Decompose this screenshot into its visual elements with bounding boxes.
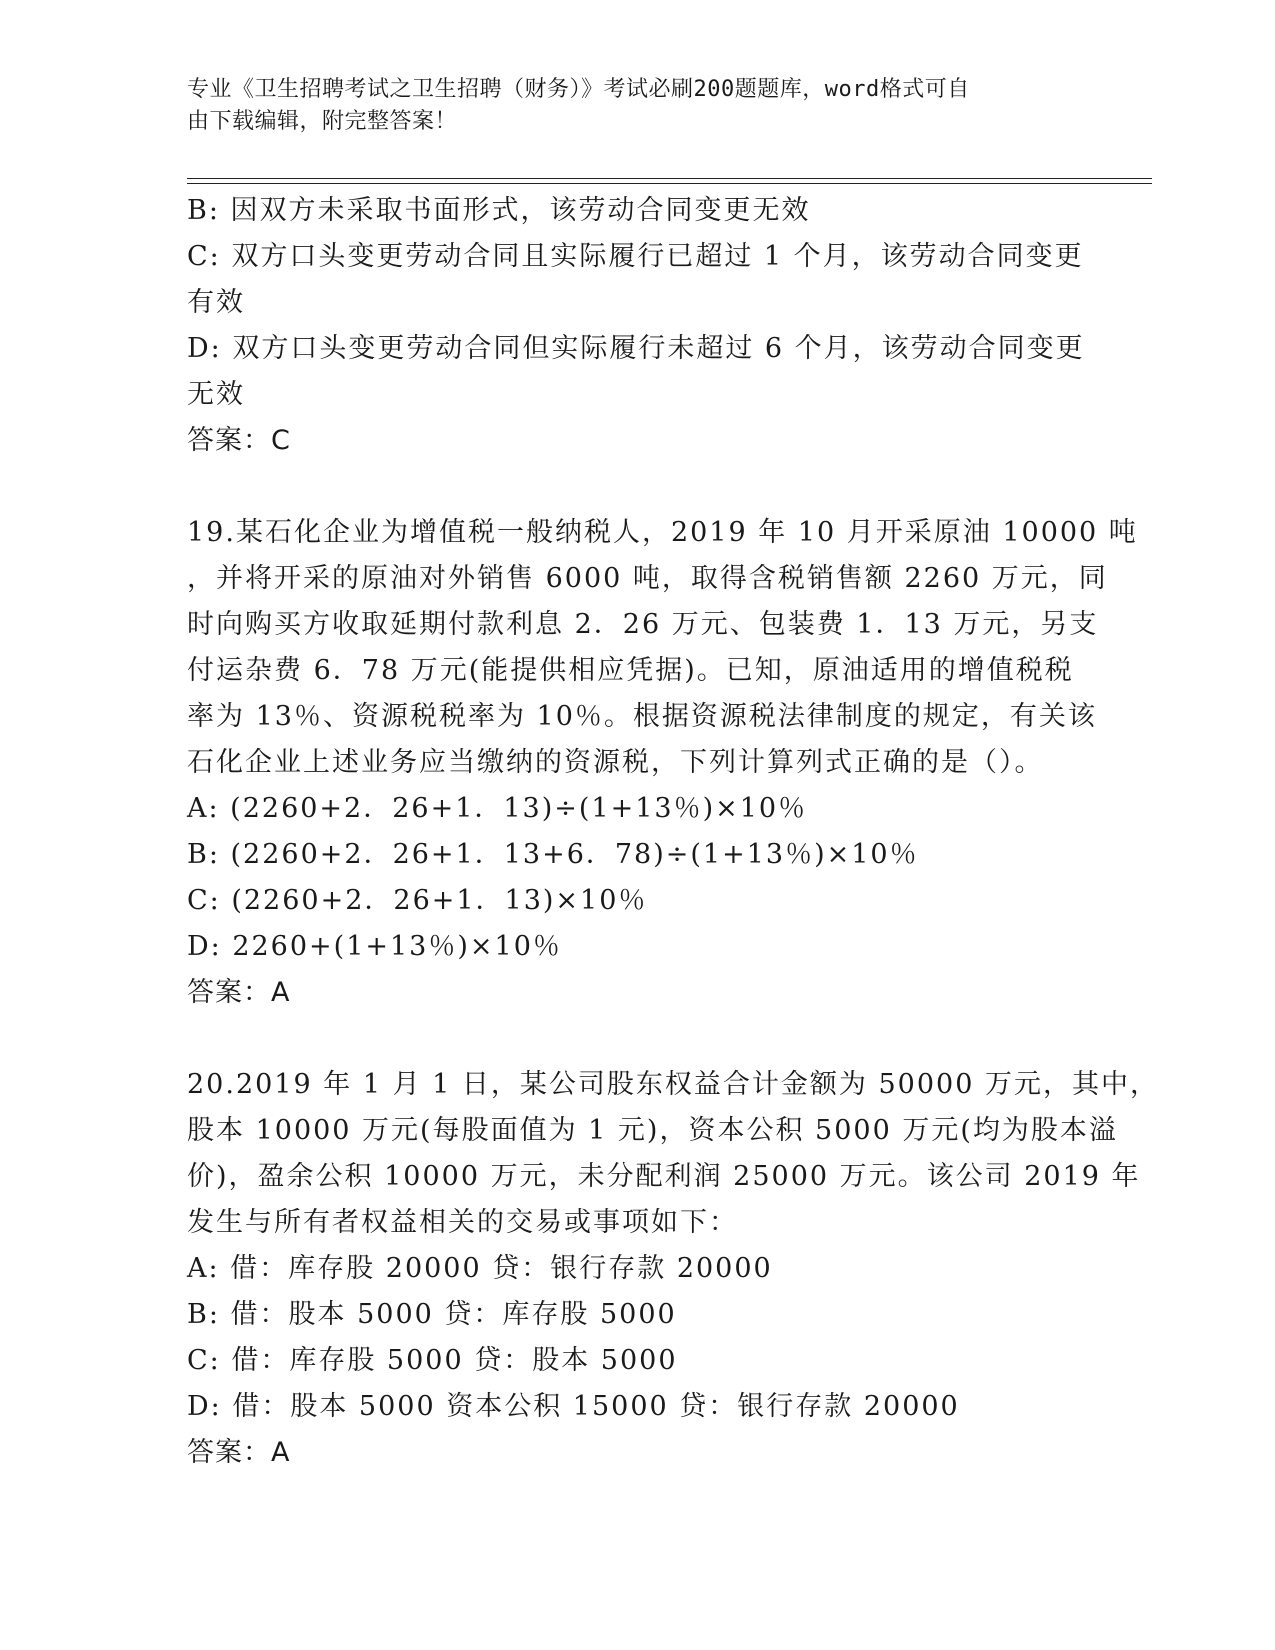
header-line-2: 由下载编辑，附完整答案！ [187, 109, 458, 134]
q18-option-d-line-1: D: 双方口头变更劳动合同但实际履行未超过 6 个月，该劳动合同变更 [187, 333, 1085, 364]
q18-option-d-line-2: 无效 [187, 379, 245, 410]
q18-option-c-line-2: 有效 [187, 287, 245, 318]
q19-option-a: A: (2260+2．26+1．13)÷(1+13％)×10％ [187, 793, 808, 824]
q19-stem-line-1: 19.某石化企业为增值税一般纳税人，2019 年 10 月开采原油 10000 吨 [187, 517, 1138, 548]
q20-option-b: B: 借：股本 5000 贷：库存股 5000 [187, 1299, 677, 1330]
q19-answer: 答案：A [187, 977, 291, 1008]
page-header [187, 74, 1067, 138]
header-line-1: 专业《卫生招聘考试之卫生招聘（财务）》考试必刷200题题库，word格式可自 [187, 77, 970, 102]
q20-stem-line-4: 发生与所有者权益相关的交易或事项如下： [187, 1207, 738, 1238]
q19-option-d: D: 2260+(1+13％)×10％ [187, 931, 562, 962]
q19-stem-line-6: 石化企业上述业务应当缴纳的资源税，下列计算列式正确的是（）。 [187, 747, 1044, 778]
q19-stem-line-3: 时向购买方收取延期付款利息 2．26 万元、包装费 1．13 万元，另支 [187, 609, 1099, 640]
question-18 [187, 188, 1087, 464]
q20-stem-line-2: 股本 10000 万元(每股面值为 1 元)，资本公积 5000 万元(均为股本溢 [187, 1115, 1118, 1146]
q19-option-b: B: (2260+2．26+1．13+6．78)÷(1+13％)×10％ [187, 839, 919, 870]
q20-answer: 答案：A [187, 1437, 291, 1468]
q20-stem-line-1: 20.2019 年 1 月 1 日，某公司股东权益合计金额为 50000 万元，其中， [187, 1069, 1159, 1100]
header-divider-bottom [187, 183, 1152, 184]
q19-stem-line-4: 付运杂费 6．78 万元(能提供相应凭据)。已知，原油适用的增值税税 [187, 655, 1074, 686]
q18-option-c-line-1: C: 双方口头变更劳动合同且实际履行已超过 1 个月，该劳动合同变更 [187, 241, 1084, 272]
question-19 [187, 510, 1138, 1016]
document-body [187, 188, 1159, 1476]
header-divider-top [187, 178, 1152, 179]
q19-option-c: C: (2260+2．26+1．13)×10％ [187, 885, 648, 916]
q20-option-c: C: 借：库存股 5000 贷：股本 5000 [187, 1345, 678, 1376]
q18-option-b: B: 因双方未采取书面形式，该劳动合同变更无效 [187, 195, 811, 226]
q19-stem-line-2: ，并将开采的原油对外销售 6000 吨，取得含税销售额 2260 万元，同 [187, 563, 1108, 594]
question-20 [187, 1062, 1159, 1476]
spacer [187, 1016, 1087, 1062]
q19-stem-line-5: 率为 13％、资源税税率为 10％。根据资源税法律制度的规定，有关该 [187, 701, 1097, 732]
q20-option-d: D: 借：股本 5000 资本公积 15000 贷：银行存款 20000 [187, 1391, 960, 1422]
q18-answer: 答案：C [187, 425, 291, 456]
q20-option-a: A: 借：库存股 20000 贷：银行存款 20000 [187, 1253, 773, 1284]
spacer [187, 464, 1087, 510]
q20-stem-line-3: 价)，盈余公积 10000 万元，未分配利润 25000 万元。该公司 2019 年 [187, 1161, 1141, 1192]
